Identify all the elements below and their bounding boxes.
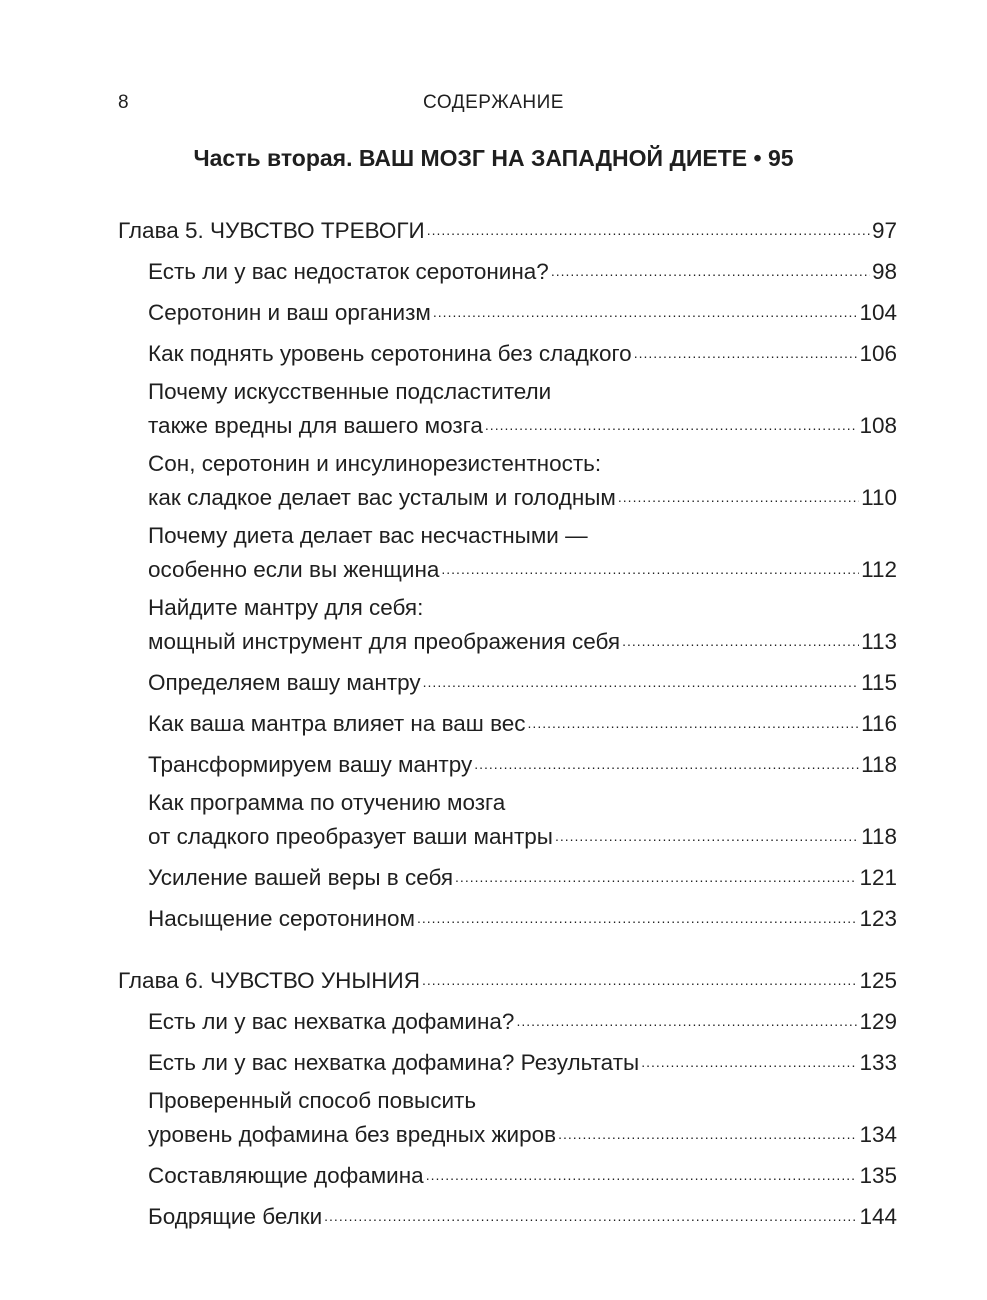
chapter-entry-page: 97: [871, 218, 897, 243]
section-entry[interactable]: [118, 1085, 897, 1150]
section-entry[interactable]: [118, 1198, 897, 1232]
chapter-entry[interactable]: [118, 962, 897, 996]
section-entry[interactable]: [118, 746, 897, 780]
dot-leader: [474, 746, 859, 780]
section-entry-line2-title: также вредны для вашего мозга: [148, 413, 483, 438]
section-entry-title-line1: Найдите мантру для себя:: [148, 595, 424, 620]
section-entry-title-line1: Сон, серотонин и инсулинорезистентность:: [148, 451, 602, 476]
dot-leader: [551, 253, 870, 287]
section-entry[interactable]: [118, 376, 897, 441]
section-entry[interactable]: [118, 448, 897, 513]
section-entry-page: 104: [859, 300, 897, 325]
section-entry-line2-title: уровень дофамина без вредных жиров: [148, 1122, 557, 1147]
dot-leader: [485, 407, 858, 441]
section-entry-title: Бодрящие белки: [148, 1204, 323, 1229]
section-entry-title: Есть ли у вас нехватка дофамина? Результаты: [148, 1050, 640, 1075]
section-entry-page: 116: [861, 711, 897, 736]
dot-leader: [516, 1003, 857, 1037]
section-entry-title: Трансформируем вашу мантру: [148, 752, 473, 777]
section-entry-page: 121: [859, 865, 897, 890]
section-entry-title: Как ваша мантра влияет на ваш вес: [148, 711, 526, 736]
section-entry-title: Составляющие дофамина: [148, 1163, 424, 1188]
dot-leader: [634, 335, 858, 369]
section-entry-line2[interactable]: [118, 623, 897, 657]
section-entry[interactable]: [118, 787, 897, 852]
section-entry-line2-page: 108: [859, 413, 897, 438]
section-entry-line2[interactable]: [118, 551, 897, 585]
section-entry-title: Есть ли у вас недостаток серотонина?: [148, 259, 549, 284]
dot-leader: [422, 962, 857, 996]
section-entry-line2-page: 134: [859, 1122, 897, 1147]
section-entry-title: Насыщение серотонином: [148, 906, 415, 931]
section-entry-title-line1: Почему диета делает вас несчастными —: [148, 523, 588, 548]
dot-leader: [417, 900, 857, 934]
section-entry-title: Усиление вашей веры в себя: [148, 865, 454, 890]
section-entry[interactable]: [118, 1157, 897, 1191]
section-entry-page: 135: [859, 1163, 897, 1188]
dot-leader: [433, 294, 858, 328]
dot-leader: [528, 705, 860, 739]
section-entry[interactable]: [118, 859, 897, 893]
section-entry-page: 115: [861, 670, 897, 695]
section-entry-title-line1: Как программа по отучению мозга: [148, 790, 506, 815]
section-entry-line2-page: 113: [861, 629, 897, 654]
section-entry[interactable]: [118, 705, 897, 739]
page-number: 8: [118, 92, 129, 113]
dot-leader: [324, 1198, 857, 1232]
section-entry-line2[interactable]: [118, 818, 897, 852]
chapter-entry-page: 125: [859, 968, 897, 993]
section-entry-line2[interactable]: [118, 479, 897, 513]
section-entry-title: Серотонин и ваш организм: [148, 300, 431, 325]
dot-leader: [455, 859, 857, 893]
section-entry-page: 133: [859, 1050, 897, 1075]
section-entry-page: 98: [871, 259, 897, 284]
section-entry-page: 118: [861, 752, 897, 777]
dot-leader: [427, 212, 870, 246]
section-entry[interactable]: [118, 1044, 897, 1078]
section-entry[interactable]: [118, 253, 897, 287]
section-entry-line2[interactable]: [118, 407, 897, 441]
section-entry[interactable]: [118, 664, 897, 698]
section-entry-line2-title: от сладкого преобразует ваши мантры: [148, 824, 553, 849]
section-entry-line2-page: 112: [861, 557, 897, 582]
section-entry-page: 123: [859, 906, 897, 931]
section-entry-title-line1: Почему искусственные подсластители: [148, 379, 552, 404]
dot-leader: [558, 1116, 857, 1150]
section-entry-line2-page: 118: [861, 824, 897, 849]
table-of-contents: [118, 212, 897, 1260]
section-entry[interactable]: [118, 1003, 897, 1037]
chapter-block: [118, 962, 897, 1232]
section-entry[interactable]: [118, 592, 897, 657]
chapter-entry-title: Глава 6. ЧУВСТВО УНЫНИЯ: [118, 968, 420, 993]
section-entry[interactable]: [118, 294, 897, 328]
dot-leader: [641, 1044, 857, 1078]
section-entry-page: 106: [859, 341, 897, 366]
dot-leader: [426, 1157, 858, 1191]
section-entry-line2-title: мощный инструмент для преображения себя: [148, 629, 621, 654]
dot-leader: [441, 551, 859, 585]
section-entry[interactable]: [118, 520, 897, 585]
chapter-entry-title: Глава 5. ЧУВСТВО ТРЕВОГИ: [118, 218, 425, 243]
section-entry-title: Определяем вашу мантру: [148, 670, 421, 695]
dot-leader: [618, 479, 859, 513]
section-entry-title: Есть ли у вас нехватка дофамина?: [148, 1009, 515, 1034]
part-title: Часть вторая. ВАШ МОЗГ НА ЗАПАДНОЙ ДИЕТЕ • 95: [193, 145, 794, 171]
section-entry-line2-title: особенно если вы женщина: [148, 557, 440, 582]
dot-leader: [555, 818, 859, 852]
section-entry-title: Как поднять уровень серотонина без сладкого: [148, 341, 632, 366]
running-head: СОДЕРЖАНИЕ: [423, 92, 564, 113]
dot-leader: [423, 664, 859, 698]
section-entry-line2-title: как сладкое делает вас усталым и голодным: [148, 485, 616, 510]
chapter-block: [118, 212, 897, 934]
section-entry[interactable]: [118, 900, 897, 934]
section-entry[interactable]: [118, 335, 897, 369]
section-entry-page: 129: [859, 1009, 897, 1034]
section-entry-title-line1: Проверенный способ повысить: [148, 1088, 477, 1113]
section-entry-line2-page: 110: [861, 485, 897, 510]
section-entry-page: 144: [859, 1204, 897, 1229]
section-entry-line2[interactable]: [118, 1116, 897, 1150]
chapter-entry[interactable]: [118, 212, 897, 246]
dot-leader: [622, 623, 859, 657]
